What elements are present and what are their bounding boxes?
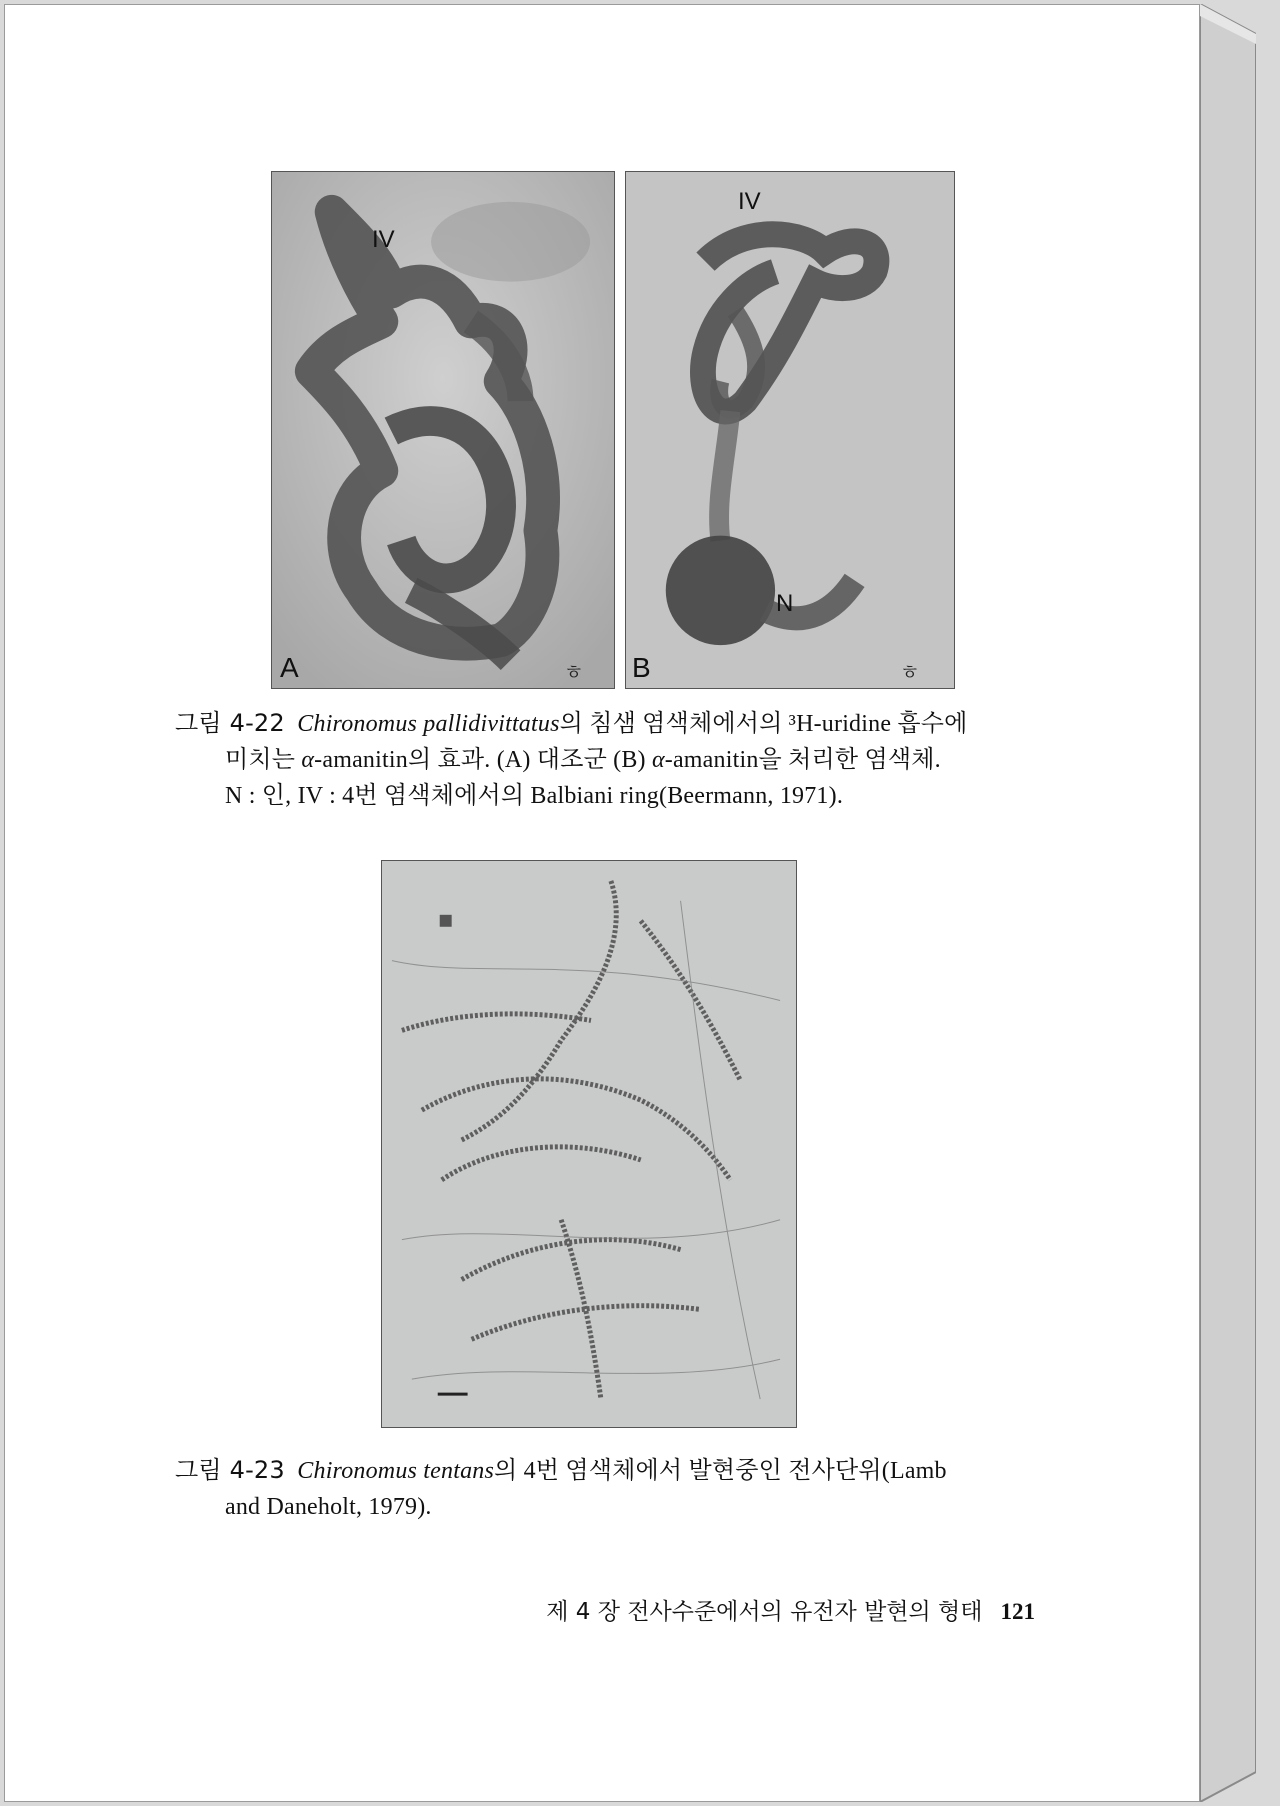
page-number: 121 xyxy=(1000,1599,1035,1624)
scale-mark-b: ㅎ xyxy=(900,662,920,684)
alpha-symbol: α xyxy=(301,747,315,773)
caption-text: N : 인, IV : 4번 염색체에서의 Balbiani ring(Beermann, 1971). xyxy=(225,783,844,809)
caption-lead: 그림 4-22 xyxy=(175,709,285,737)
caption-lead: 그림 4-23 xyxy=(175,1456,285,1484)
caption-text: and Daneholt, 1979). xyxy=(225,1494,432,1520)
transcription-unit-image xyxy=(382,861,796,1427)
label-iv-a: IV xyxy=(372,226,395,253)
caption-text: 미치는 xyxy=(225,747,302,773)
panel-letter-a: A xyxy=(280,652,299,683)
caption-text: 의 침샘 염색체에서의 ³H-uridine 흡수에 xyxy=(559,711,968,737)
chromosome-a-image xyxy=(272,172,614,688)
micrograph-4-23 xyxy=(381,860,797,1428)
species-name: Chironomus pallidivittatus xyxy=(297,711,560,737)
micrograph-panel-a xyxy=(271,171,615,689)
book-page xyxy=(4,4,1200,1802)
caption-figure-4-23 xyxy=(175,1452,1035,1525)
micrograph-panel-b xyxy=(625,171,955,689)
caption-figure-4-22 xyxy=(175,705,1035,814)
caption-text: -amanitin을 처리한 염색체. xyxy=(664,747,941,773)
species-name: Chironomus tentans xyxy=(297,1458,495,1484)
label-n-b: N xyxy=(776,590,794,617)
running-footer xyxy=(475,1593,1035,1626)
chapter-title: 제 4 장 전사수준에서의 유전자 발현의 형태 xyxy=(546,1599,983,1625)
caption-text: -amanitin의 효과. (A) 대조군 (B) xyxy=(314,747,652,773)
label-iv-b: IV xyxy=(738,188,761,215)
alpha-symbol: α xyxy=(651,747,665,773)
caption-text: 의 4번 염색체에서 발현중인 전사단위(Lamb xyxy=(494,1458,947,1484)
panel-letter-b: B xyxy=(632,652,651,683)
book-spine xyxy=(1200,4,1256,1802)
scale-mark-a: ㅎ xyxy=(564,662,584,684)
